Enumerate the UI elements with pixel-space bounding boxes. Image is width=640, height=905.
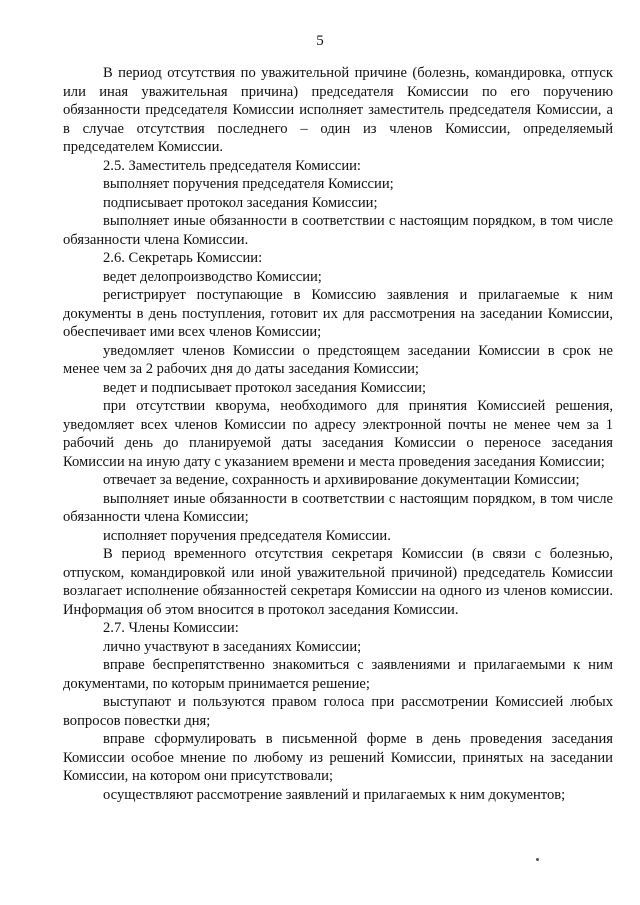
paragraph-absence-chairman: В период отсутствия по уважительной причине (болезнь, командировка, отпуск или иная уважительная причина) председателя Комиссии по его поручению обязанности председателя Комиссии исполняет заместитель председателя Комиссии, а в случае отсутствия последнего – один из членов Комиссии, определяемый председателем Комиссии. [63, 65, 613, 155]
scan-speck [536, 858, 539, 861]
list-item: исполняет поручения председателя Комиссии. [103, 527, 391, 544]
list-item: отвечает за ведение, сохранность и архивирование документации Комиссии; [103, 472, 580, 488]
list-item: вправе беспрепятственно знакомиться с заявлениями и прилагаемыми к ним документами, по которым принимается решение; [63, 657, 613, 692]
heading-2-5-deputy: 2.5. Заместитель председателя Комиссии: [103, 157, 361, 174]
list-item: выполняет поручения председателя Комиссии; [103, 176, 394, 192]
list-item: ведет делопроизводство Комиссии; [103, 268, 322, 285]
list-item: уведомляет членов Комиссии о предстоящем заседании Комиссии в срок не менее чем за 2 рабочих дня до даты заседания Комиссии; [63, 342, 613, 377]
list-item: подписывает протокол заседания Комиссии; [103, 194, 378, 211]
paragraph-absence-secretary: В период временного отсутствия секретаря Комиссии (в связи с болезнью, отпуском, командировкой или иной уважительной причиной) председатель Комиссии возлагает исполнение обязанностей секретаря Комиссии на одного из членов комиссии. Информация об этом вносится в протокол заседания Комиссии. [63, 546, 613, 618]
list-item: выполняет иные обязанности в соответствии с настоящим порядком, в том числе обязанности члена Комиссии; [63, 490, 613, 525]
heading-2-6-secretary: 2.6. Секретарь Комиссии: [103, 250, 263, 266]
list-item: регистрирует поступающие в Комиссию заявления и прилагаемые к ним документы в день поступления, готовит их для рассмотрения на заседании Комиссии, обеспечивает ими всех членов Комиссии; [63, 287, 613, 340]
list-item: вправе сформулировать в письменной форме в день проведения заседания Комиссии особое мнение по любому из решений Комиссии, принятых на заседании Комиссии, на котором они присутствовали; [63, 731, 613, 784]
list-item: ведет и подписывает протокол заседания Комиссии; [103, 379, 427, 396]
list-item: лично участвуют в заседаниях Комиссии; [103, 638, 362, 655]
list-item: выступают и пользуются правом голоса при рассмотрении Комиссией любых вопросов повестки дня; [63, 694, 613, 729]
heading-2-7-members: 2.7. Члены Комиссии: [103, 620, 239, 636]
list-item: выполняет иные обязанности в соответствии с настоящим порядком, в том числе обязанности члена Комиссии. [63, 213, 613, 248]
list-item: осуществляют рассмотрение заявлений и прилагаемых к ним документов; [103, 786, 566, 803]
page-number: 5 [316, 33, 324, 49]
document-body [63, 64, 613, 804]
list-item: при отсутствии кворума, необходимого для принятия Комиссией решения, уведомляет всех членов Комиссии по адресу электронной почты не менее чем за 1 рабочий день до планируемой даты заседания Комиссии о переносе заседания Комиссии на иную дату с указанием времени и места проведения заседания Комиссии; [63, 398, 613, 470]
